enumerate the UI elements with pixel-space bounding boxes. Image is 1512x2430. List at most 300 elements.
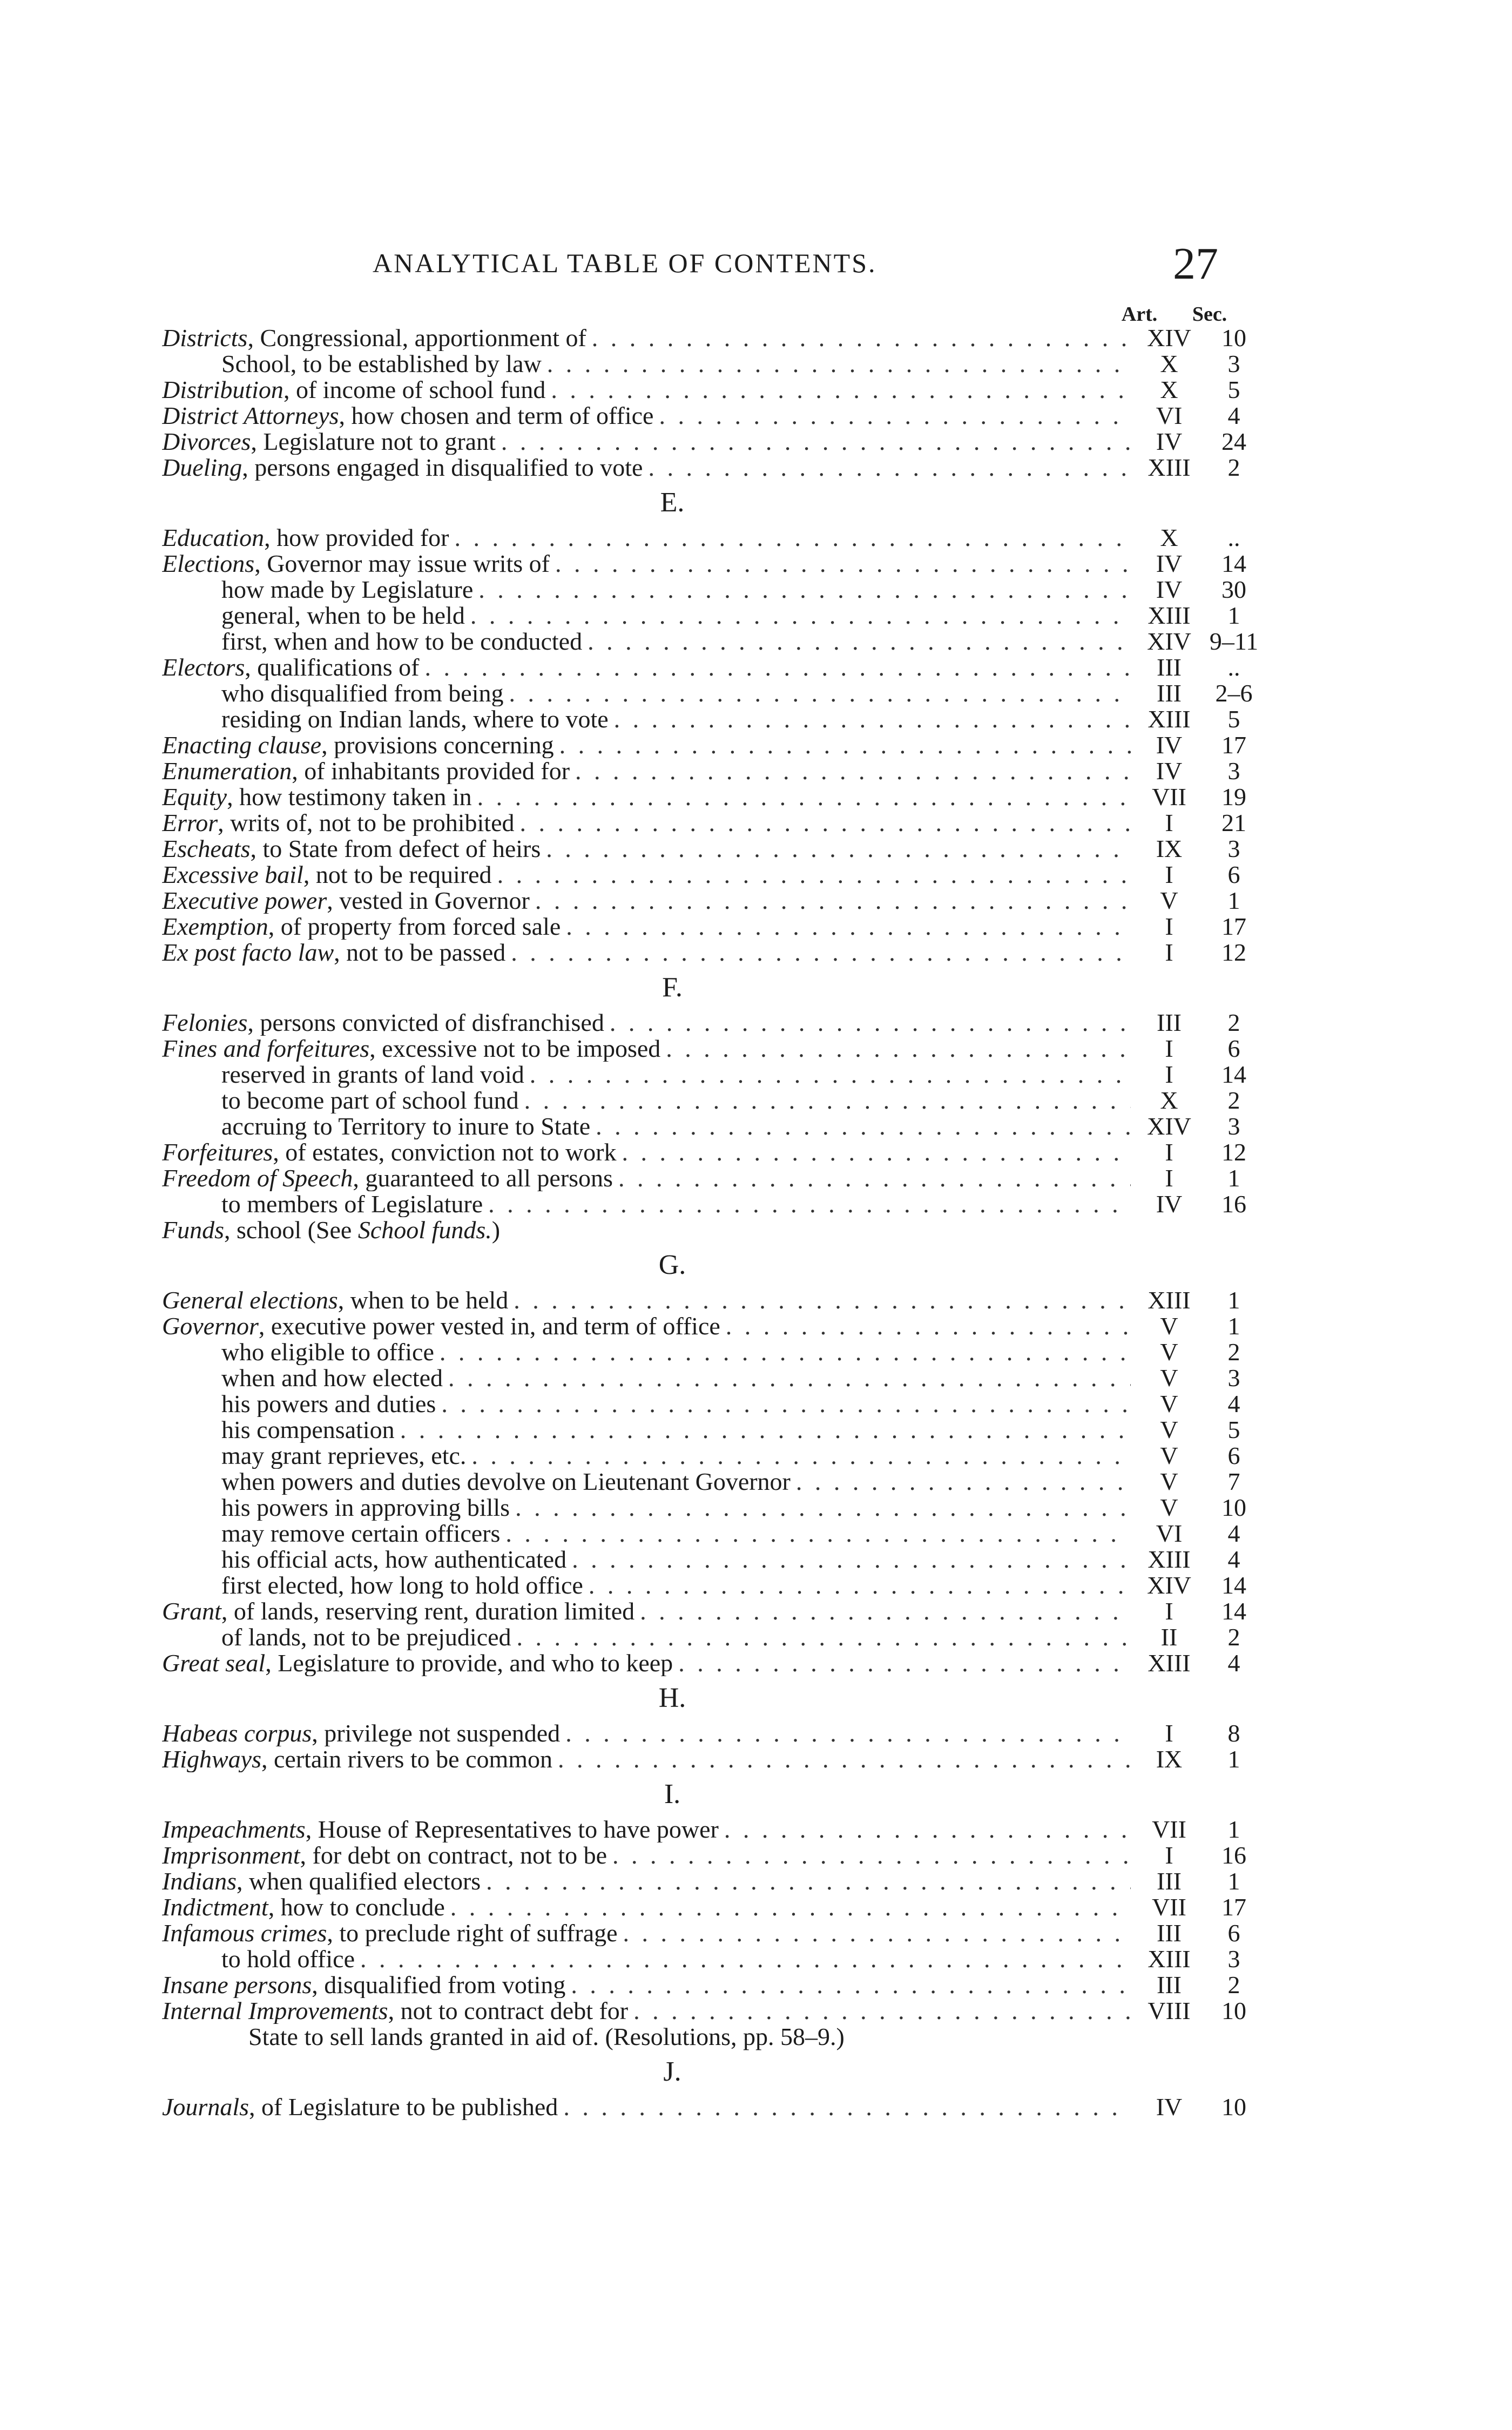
section-letter-j: J. <box>663 2056 681 2087</box>
index-entry <box>162 1417 1264 1443</box>
entry-text: how made by Legislature <box>221 577 474 603</box>
section-number: 3 <box>1227 1112 1240 1140</box>
entry-term: Great seal <box>162 1650 266 1676</box>
article-number: I <box>1165 1597 1173 1625</box>
article-number: XIII <box>1148 705 1191 733</box>
entry-term: Excessive bail <box>162 862 303 888</box>
index-entry <box>162 1165 1264 1191</box>
index-entry <box>162 1998 1264 2024</box>
article-number: I <box>1165 809 1173 836</box>
dot-leader <box>441 1391 1131 1417</box>
article-number: XIII <box>1148 1545 1191 1573</box>
entry-description <box>162 377 1134 403</box>
dot-leader <box>659 403 1131 429</box>
section-number: 24 <box>1221 428 1246 455</box>
section-number: 4 <box>1227 1545 1240 1573</box>
index-entry <box>162 732 1264 758</box>
section-number: 8 <box>1227 1719 1240 1747</box>
index-entry <box>162 1598 1264 1624</box>
entry-description <box>162 758 1134 784</box>
entry-term: Habeas corpus <box>162 1720 312 1746</box>
section-number: 4 <box>1227 1649 1240 1677</box>
entry-description <box>162 1920 1134 1946</box>
section-number: 14 <box>1221 1061 1246 1088</box>
entry-text: , not to be passed <box>334 940 506 966</box>
entry-description <box>162 1139 1134 1165</box>
entry-description <box>162 1650 1134 1676</box>
funds-reference: School funds. <box>357 1216 492 1244</box>
entry-description <box>162 1720 1134 1746</box>
entry-text: , House of Representatives to have power <box>305 1817 719 1842</box>
entry-description <box>162 351 1134 377</box>
entry-text: when powers and duties devolve on Lieutenant Governor <box>221 1469 791 1495</box>
entry-text: , when qualified electors <box>237 1868 481 1894</box>
article-number: IX <box>1156 1745 1183 1773</box>
dot-leader <box>547 351 1131 377</box>
entry-term: Fines and forfeitures <box>162 1036 370 1062</box>
article-number: III <box>1157 1919 1182 1947</box>
entry-term: Indictment <box>162 1894 268 1920</box>
index-entry <box>162 1946 1264 1972</box>
article-column-header: Art. <box>1121 303 1158 326</box>
entry-description <box>162 1894 1134 1920</box>
dot-leader <box>497 862 1131 888</box>
article-number: IV <box>1156 1190 1183 1218</box>
article-number: III <box>1157 679 1182 707</box>
section-f <box>162 1010 1264 1217</box>
entry-description <box>162 1313 1134 1339</box>
dot-leader <box>559 732 1131 758</box>
section-number: 6 <box>1227 1919 1240 1947</box>
entry-term: District Attorneys <box>162 403 339 429</box>
section-number: 7 <box>1227 1468 1240 1495</box>
article-number: III <box>1157 1867 1182 1895</box>
dot-leader <box>470 603 1131 629</box>
index-entry <box>162 429 1264 455</box>
dot-leader <box>724 1817 1131 1842</box>
dot-leader <box>551 377 1131 403</box>
entry-term: Ex post facto law <box>162 940 334 966</box>
entry-description <box>162 1287 1134 1313</box>
entry-text: accruing to Territory to inure to State <box>221 1113 591 1139</box>
entry-text: , Legislature to provide, and who to keep <box>265 1650 673 1676</box>
section-number: 3 <box>1227 835 1240 862</box>
section-number: 5 <box>1227 376 1240 403</box>
entry-text: , Congressional, apportionment of <box>247 325 586 351</box>
index-entry <box>162 1495 1264 1521</box>
entry-term: Forfeitures <box>162 1139 273 1165</box>
index-entry <box>162 758 1264 784</box>
entry-text: to hold office <box>221 1946 355 1972</box>
entry-term: Elections <box>162 551 255 577</box>
entry-description <box>162 680 1134 706</box>
entry-description <box>162 914 1134 940</box>
section-number: 2 <box>1227 454 1240 481</box>
index-entry <box>162 377 1264 403</box>
article-number: II <box>1160 1623 1178 1651</box>
entry-description <box>162 1339 1134 1365</box>
entry-description <box>162 1469 1134 1495</box>
section-number: 2 <box>1227 1009 1240 1036</box>
article-number: IV <box>1156 576 1183 603</box>
section-letter-f: F. <box>662 972 683 1003</box>
index-entry <box>162 325 1264 351</box>
entry-description <box>162 551 1134 577</box>
entry-text: residing on Indian lands, where to vote <box>221 706 609 732</box>
section-number: 16 <box>1221 1841 1246 1869</box>
section-number: 6 <box>1227 1035 1240 1062</box>
article-number: IV <box>1156 550 1183 577</box>
section-number: 4 <box>1227 1520 1240 1547</box>
index-entry <box>162 1287 1264 1313</box>
article-number: III <box>1157 1971 1182 1999</box>
entry-text: , of Legislature to be published <box>249 2094 558 2120</box>
entry-text: , of income of school fund <box>283 377 546 403</box>
entry-text: , not to contract debt for <box>388 1998 629 2024</box>
article-number: X <box>1160 376 1178 403</box>
section-number: 17 <box>1221 913 1246 940</box>
funds-cross-reference <box>162 1217 1264 1243</box>
index-entry <box>162 1972 1264 1998</box>
index-entry <box>162 784 1264 810</box>
entry-description <box>162 1868 1134 1894</box>
article-number: I <box>1165 861 1173 888</box>
entry-description <box>162 1998 1134 2024</box>
index-entry <box>162 551 1264 577</box>
article-number: X <box>1160 1086 1178 1114</box>
section-number: 30 <box>1221 576 1246 603</box>
entry-term: Governor <box>162 1313 259 1339</box>
entry-term: Equity <box>162 784 227 810</box>
entry-text: his official acts, how authenticated <box>221 1547 567 1572</box>
entry-description <box>162 577 1134 603</box>
index-entry <box>162 680 1264 706</box>
entry-text: , persons engaged in disqualified to vote <box>242 455 643 481</box>
dot-leader <box>666 1036 1131 1062</box>
dot-leader <box>425 654 1131 680</box>
entry-term: Imprisonment <box>162 1842 300 1868</box>
entry-text: , privilege not suspended <box>312 1720 561 1746</box>
entry-text: may grant reprieves, etc. <box>221 1443 467 1469</box>
index-entry <box>162 629 1264 654</box>
entry-text: , persons convicted of disfranchised <box>247 1010 604 1036</box>
entry-description <box>162 429 1134 455</box>
dot-leader <box>505 1521 1131 1547</box>
index-entry <box>162 455 1264 481</box>
article-number: VII <box>1152 1893 1186 1921</box>
section-d <box>162 325 1264 481</box>
dot-leader <box>478 577 1131 603</box>
article-number: I <box>1165 1164 1173 1192</box>
entry-term: Enumeration <box>162 758 292 784</box>
entry-text: , excessive not to be imposed <box>369 1036 661 1062</box>
entry-text: , how testimony taken in <box>227 784 472 810</box>
entry-term: Dueling <box>162 455 242 481</box>
section-number: 3 <box>1227 1364 1240 1392</box>
section-number: 3 <box>1227 1945 1240 1973</box>
entry-text: , to preclude right of suffrage <box>327 1920 618 1946</box>
article-number: V <box>1160 1468 1178 1495</box>
running-title: ANALYTICAL TABLE OF CONTENTS. <box>373 248 877 278</box>
entry-term: Highways <box>162 1746 261 1772</box>
entry-description <box>162 706 1134 732</box>
section-number: 1 <box>1227 602 1240 629</box>
index-content <box>162 325 1264 2120</box>
entry-text: , of estates, conviction not to work <box>273 1139 617 1165</box>
entry-description <box>162 1972 1134 1998</box>
dot-leader <box>448 1365 1131 1391</box>
entry-description <box>162 525 1134 551</box>
article-number: VIII <box>1148 1997 1191 2024</box>
section-number: 9–11 <box>1209 627 1259 655</box>
page-number: 27 <box>1173 239 1218 289</box>
entry-term: Internal Improvements <box>162 1998 388 2024</box>
section-number: 19 <box>1221 783 1246 811</box>
entry-description <box>162 1036 1134 1062</box>
entry-text: , of inhabitants provided for <box>292 758 570 784</box>
article-number: V <box>1160 1416 1178 1443</box>
section-number: 12 <box>1221 939 1246 966</box>
section-number: 1 <box>1227 1745 1240 1773</box>
section-number: 3 <box>1227 757 1240 785</box>
entry-text: , for debt on contract, not to be <box>300 1842 607 1868</box>
section-column-header: Sec. <box>1192 303 1227 326</box>
section-number: 17 <box>1221 731 1246 759</box>
entry-term: Freedom of Speech <box>162 1165 353 1191</box>
section-number: 2–6 <box>1215 679 1253 707</box>
index-entry <box>162 654 1264 680</box>
index-entry <box>162 836 1264 862</box>
article-number: XIV <box>1147 1571 1191 1599</box>
section-number: 1 <box>1227 1815 1240 1843</box>
article-number: XIV <box>1147 1112 1191 1140</box>
entry-text: , vested in Governor <box>327 888 530 914</box>
article-number: IV <box>1156 2093 1183 2121</box>
dot-leader <box>614 706 1131 732</box>
entry-text: to members of Legislature <box>221 1191 483 1217</box>
section-number: 10 <box>1221 324 1246 352</box>
section-number: 2 <box>1227 1971 1240 1999</box>
article-number: III <box>1157 1009 1182 1036</box>
entry-text: , provisions concerning <box>321 732 554 758</box>
index-entry <box>162 1443 1264 1469</box>
dot-leader <box>566 914 1131 940</box>
article-number: X <box>1160 524 1178 551</box>
section-number: 1 <box>1227 1164 1240 1192</box>
dot-leader <box>511 940 1131 966</box>
dot-leader <box>623 1920 1131 1946</box>
article-number: XIII <box>1148 1649 1191 1677</box>
index-entry <box>162 1469 1264 1495</box>
section-letter-h: H. <box>658 1683 686 1713</box>
article-number: XIII <box>1148 602 1191 629</box>
article-number: XIII <box>1148 454 1191 481</box>
dot-leader <box>622 1139 1131 1165</box>
dot-leader <box>571 1972 1131 1998</box>
article-number: V <box>1160 1338 1178 1366</box>
article-number: V <box>1160 1390 1178 1418</box>
entry-text: , how chosen and term of office <box>339 403 654 429</box>
article-number: VII <box>1152 1815 1186 1843</box>
index-entry <box>162 940 1264 966</box>
dot-leader <box>488 1191 1131 1217</box>
entry-term: Escheats <box>162 836 251 862</box>
entry-description <box>162 784 1134 810</box>
index-entry <box>162 1572 1264 1598</box>
dot-leader <box>555 551 1131 577</box>
funds-term: Funds <box>162 1216 224 1244</box>
entry-term: Exemption <box>162 914 268 940</box>
article-number: IV <box>1156 428 1183 455</box>
section-number: 6 <box>1227 1442 1240 1469</box>
entry-description <box>162 1113 1134 1139</box>
index-entry <box>162 1650 1264 1676</box>
index-entry <box>162 577 1264 603</box>
entry-description <box>162 1598 1134 1624</box>
dot-leader <box>400 1417 1131 1443</box>
entry-description <box>162 1088 1134 1113</box>
index-entry <box>162 403 1264 429</box>
index-entry <box>162 1088 1264 1113</box>
index-entry <box>162 1365 1264 1391</box>
dot-leader <box>471 1443 1131 1469</box>
index-entry <box>162 706 1264 732</box>
entry-text: his powers and duties <box>221 1391 436 1417</box>
section-number: 1 <box>1227 1867 1240 1895</box>
dot-leader <box>640 1598 1131 1624</box>
index-entry <box>162 888 1264 914</box>
section-number: 6 <box>1227 861 1240 888</box>
entry-description <box>162 1547 1134 1572</box>
index-entry <box>162 1521 1264 1547</box>
section-number: 4 <box>1227 402 1240 429</box>
index-entry <box>162 1817 1264 1842</box>
dot-leader <box>450 1894 1131 1920</box>
entry-text: of lands, not to be prejudiced <box>221 1624 511 1650</box>
dot-leader <box>592 325 1131 351</box>
dot-leader <box>612 1842 1131 1868</box>
entry-text: reserved in grants of land void <box>221 1062 524 1088</box>
entry-text: , Legislature not to grant <box>251 429 496 455</box>
dot-leader <box>726 1313 1131 1339</box>
dot-leader <box>618 1165 1131 1191</box>
dot-leader <box>501 429 1131 455</box>
index-entry <box>162 810 1264 836</box>
entry-text: , of lands, reserving rent, duration limited <box>221 1598 635 1624</box>
section-number: 2 <box>1227 1623 1240 1651</box>
article-number: X <box>1160 350 1178 377</box>
entry-text: first, when and how to be conducted <box>221 629 583 654</box>
entry-term: Felonies <box>162 1010 248 1036</box>
entry-term: Education <box>162 525 265 551</box>
article-number: XIII <box>1148 1286 1191 1314</box>
entry-text: , writs of, not to be prohibited <box>218 810 515 836</box>
entry-text: , guaranteed to all persons <box>353 1165 613 1191</box>
funds-close: ) <box>491 1216 501 1244</box>
entry-description <box>162 1495 1134 1521</box>
dot-leader <box>558 1746 1131 1772</box>
section-number: 10 <box>1221 1997 1246 2024</box>
section-number: 14 <box>1221 1597 1246 1625</box>
index-entry <box>162 1746 1264 1772</box>
entry-term: Executive power <box>162 888 327 914</box>
dot-leader <box>454 525 1131 551</box>
index-entry <box>162 1391 1264 1417</box>
entry-description <box>162 1946 1134 1972</box>
index-entry <box>162 862 1264 888</box>
section-number: 10 <box>1221 1494 1246 1521</box>
entry-description <box>162 888 1134 914</box>
section-e <box>162 525 1264 966</box>
article-number: V <box>1160 1442 1178 1469</box>
index-entry <box>162 1868 1264 1894</box>
section-h <box>162 1720 1264 1772</box>
index-entry <box>162 603 1264 629</box>
dot-leader <box>589 1572 1131 1598</box>
entry-description <box>162 1746 1134 1772</box>
entry-description <box>162 1842 1134 1868</box>
index-entry <box>162 1191 1264 1217</box>
dot-leader <box>596 1113 1131 1139</box>
entry-description <box>162 1365 1134 1391</box>
article-number: I <box>1165 1841 1173 1869</box>
article-number: XIV <box>1147 324 1191 352</box>
entry-description <box>162 1443 1134 1469</box>
dot-leader <box>563 2094 1131 2120</box>
dot-leader <box>509 680 1131 706</box>
entry-text: , executive power vested in, and term of office <box>258 1313 720 1339</box>
index-entry <box>162 2094 1264 2120</box>
entry-description <box>162 2094 1134 2120</box>
index-entry <box>162 1313 1264 1339</box>
dot-leader <box>633 1998 1131 2024</box>
section-number: 1 <box>1227 1286 1240 1314</box>
section-j <box>162 2094 1264 2120</box>
index-entry <box>162 1547 1264 1572</box>
dot-leader <box>519 810 1131 836</box>
entry-description <box>162 1624 1134 1650</box>
section-i <box>162 1817 1264 2024</box>
index-entry <box>162 1624 1264 1650</box>
section-number: 16 <box>1221 1190 1246 1218</box>
section-number: 12 <box>1221 1138 1246 1166</box>
entry-term: Error <box>162 810 218 836</box>
funds-text: , school (See <box>224 1216 358 1244</box>
entry-description <box>162 1391 1134 1417</box>
entry-term: Distribution <box>162 377 284 403</box>
dot-leader <box>546 836 1131 862</box>
entry-term: Journals <box>162 2094 249 2120</box>
entry-description <box>162 940 1134 966</box>
entry-description <box>162 1165 1134 1191</box>
article-number: I <box>1165 1138 1173 1166</box>
section-number: 5 <box>1227 1416 1240 1443</box>
entry-text: , disqualified from voting <box>312 1972 566 1998</box>
entry-description <box>162 455 1134 481</box>
entry-term: Districts <box>162 325 248 351</box>
entry-term: General elections <box>162 1287 338 1313</box>
dot-leader <box>514 1287 1131 1313</box>
dot-leader <box>572 1547 1131 1572</box>
entry-text: general, when to be held <box>221 603 465 629</box>
entry-description <box>162 862 1134 888</box>
section-letter-e: E. <box>660 487 685 518</box>
article-number: I <box>1165 1035 1173 1062</box>
entry-description <box>162 1817 1134 1842</box>
section-number: 2 <box>1227 1086 1240 1114</box>
article-number: XIII <box>1148 1945 1191 1973</box>
entry-text: first elected, how long to hold office <box>221 1572 583 1598</box>
